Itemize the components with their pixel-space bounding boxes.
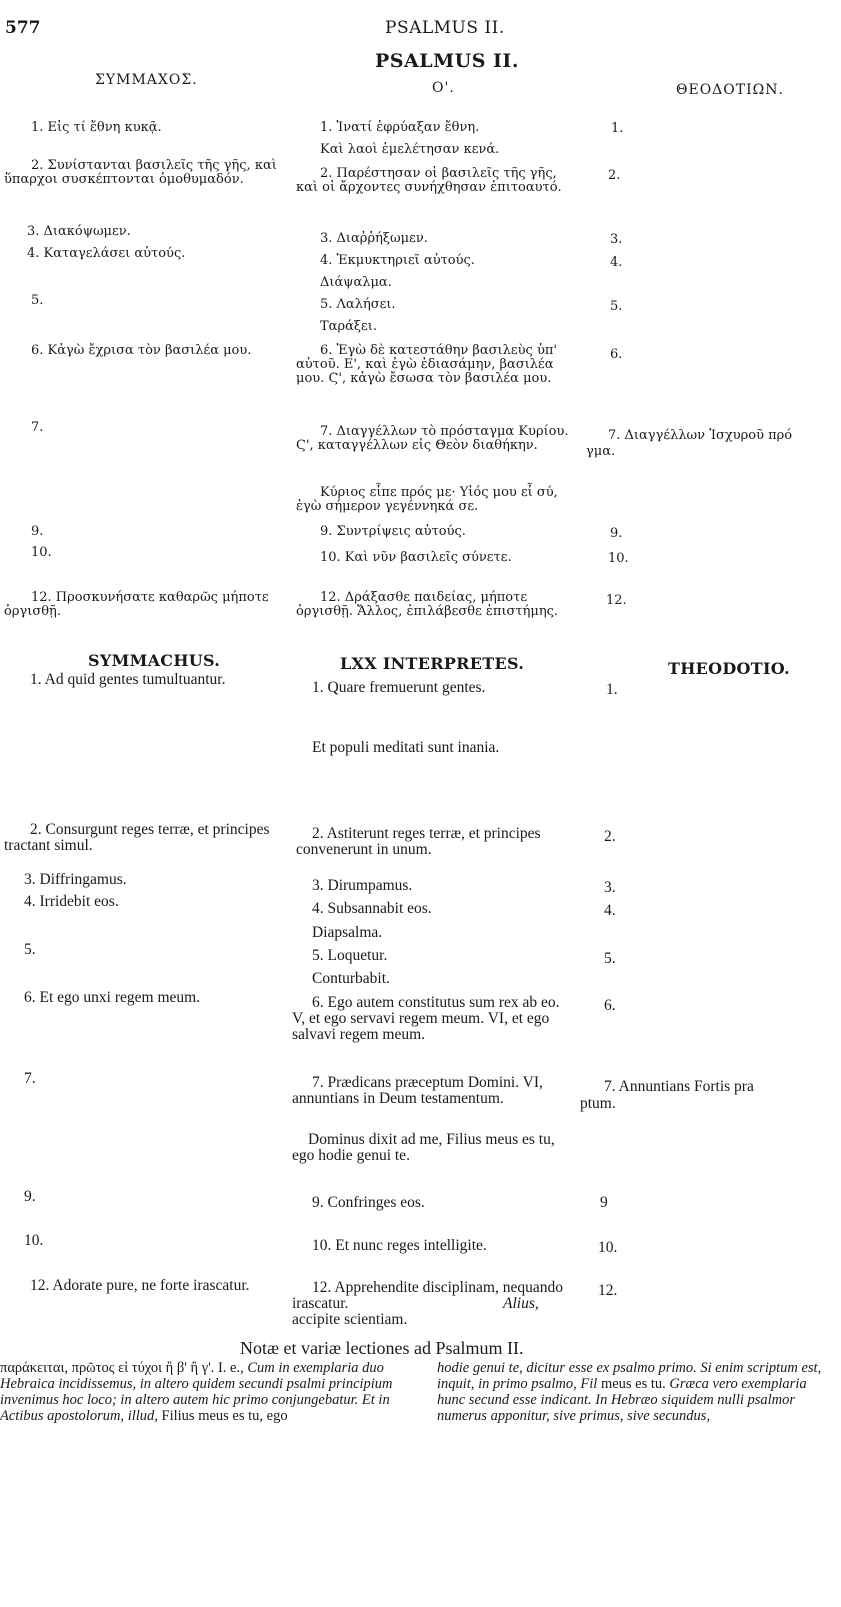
greek-symmachus-v3: 3. Διακόψωμεν. xyxy=(27,224,131,239)
greek-theodotion-v1: 1. xyxy=(611,121,624,136)
greek-header-symmachus: ΣΥΜΜΑΧΟΣ. xyxy=(95,72,198,88)
greek-lxx-v10: 10. Καὶ νῦν βασιλεῖς σύνετε. xyxy=(320,550,512,565)
latin-lxx-v9: 9. Confringes eos. xyxy=(312,1194,425,1211)
latin-lxx-v12: 12. Apprehendite disciplinam, nequando irascatur. xyxy=(292,1279,563,1312)
greek-lxx-v4: 4. Ἐκμυκτηριεῖ αὐτούς. xyxy=(320,253,475,268)
greek-theodotion-v7: 7. Διαγγέλλων Ἰσχυροῦ πρό xyxy=(608,428,793,443)
notes-right-column xyxy=(437,1360,837,1424)
running-head: PSALMUS II. xyxy=(385,18,505,38)
latin-symmachus-v5: 5. xyxy=(24,941,36,958)
latin-lxx-v7b: Dominus dixit ad me, Filius meus es tu, ego hodie genui te. xyxy=(292,1131,555,1164)
greek-symmachus-v7: 7. xyxy=(31,420,44,435)
greek-symmachus-v6: 6. Κἀγὼ ἔχρισα τὸν βασιλέα μου. xyxy=(31,343,252,358)
latin-lxx-v12-alius: Alius, xyxy=(503,1295,539,1312)
latin-header-lxx: LXX INTERPRETES. xyxy=(340,654,525,673)
latin-theodotion-v7: 7. Annuntians Fortis pra xyxy=(604,1078,754,1095)
latin-header-symmachus: SYMMACHUS. xyxy=(88,651,221,670)
greek-symmachus-v12: 12. Προσκυνήσατε καθαρῶς μήποτε ὀργισθῇ. xyxy=(4,590,269,619)
notes-left-illud: illud, xyxy=(127,1408,158,1424)
greek-lxx-v5: 5. Λαλήσει. xyxy=(320,297,396,312)
greek-lxx-v5b: Ταράξει. xyxy=(320,319,377,334)
page-number: 577 xyxy=(5,18,41,38)
greek-theodotion-v10: 10. xyxy=(608,551,629,566)
latin-theodotion-v2: 2. xyxy=(604,828,616,845)
latin-lxx-v1: 1. Quare fremuerunt gentes. xyxy=(312,679,486,696)
latin-theodotion-v1: 1. xyxy=(606,681,618,698)
notes-left-quote: Filius meus es tu, ego xyxy=(161,1408,288,1424)
latin-symmachus-v1: 1. Ad quid gentes tumultuantur. xyxy=(30,671,226,688)
latin-theodotion-v5: 5. xyxy=(604,950,616,967)
greek-symmachus-v4: 4. Καταγελάσει αὐτούς. xyxy=(27,246,186,261)
latin-theodotion-v12: 12. xyxy=(598,1282,618,1299)
greek-lxx-v12: 12. Δράξασθε παιδείας, μήποτε ὀργισθῇ. Ἄλλος, ἐπιλάβεσθε ἐπιστήμης. xyxy=(296,590,559,619)
latin-lxx-v12b: accipite scientiam. xyxy=(292,1311,408,1328)
greek-theodotion-v6: 6. xyxy=(610,347,623,362)
notes-right-quote: hodie genui te, xyxy=(437,1360,523,1376)
latin-lxx-v7: 7. Prædicans præceptum Domini. VI, annuntians in Deum testamentum. xyxy=(292,1074,543,1107)
greek-lxx-v9: 9. Συντρίψεις αὐτούς. xyxy=(320,524,466,539)
latin-lxx-diapsalma: Diapsalma. xyxy=(312,924,383,941)
latin-lxx-v6: 6. Ego autem constitutus sum rex ab eo. V, et ego servavi regem meum. VI, et ego salvavi regem meum. xyxy=(292,994,560,1043)
notes-title: Notæ et variæ lectiones ad Psalmum II. xyxy=(240,1338,524,1358)
notes-right-meus: meus es tu. xyxy=(600,1376,666,1392)
latin-symmachus-v2: 2. Consurgunt reges terræ, et principes tractant simul. xyxy=(4,821,270,854)
latin-header-theodotion: THEODOTIO. xyxy=(668,659,790,678)
greek-symmachus-v1: 1. Εἰς τί ἔθνη κυκᾷ. xyxy=(31,120,162,135)
latin-theodotion-v7b: ptum. xyxy=(580,1095,616,1112)
greek-lxx-diapsalma: Διάψαλμα. xyxy=(320,275,392,290)
greek-lxx-v6: 6. Ἐγὼ δὲ κατεστάθην βασιλεὺς ὑπ' αὐτοῦ. Ε', καὶ ἐγὼ ἐδιασάμην, βασιλέα μου. Ϛ', κἀγὼ ἔσωσα τὸν βασιλέα μου. xyxy=(296,343,557,386)
page-title: PSALMUS II. xyxy=(375,50,519,72)
latin-theodotion-v10: 10. xyxy=(598,1239,618,1256)
notes-left-column xyxy=(0,1360,418,1424)
greek-theodotion-v9: 9. xyxy=(610,526,623,541)
latin-theodotion-v9: 9 xyxy=(600,1194,608,1211)
greek-lxx-v1: 1. Ἱνατί ἐφρύαξαν ἔθνη. xyxy=(320,120,480,135)
notes-right-italic: dicitur esse ex psalmo primo. Si enim scriptum est, inquit, in primo psalmo, Fil xyxy=(437,1360,822,1392)
latin-symmachus-v10: 10. xyxy=(24,1232,44,1249)
latin-theodotion-v6: 6. xyxy=(604,997,616,1014)
latin-symmachus-v3: 3. Diffringamus. xyxy=(24,871,127,888)
latin-symmachus-v6: 6. Et ego unxi regem meum. xyxy=(24,989,201,1006)
latin-theodotion-v3: 3. xyxy=(604,879,616,896)
greek-lxx-v1b: Καὶ λαοὶ ἐμελέτησαν κενά. xyxy=(320,142,500,157)
notes-left-italic: Cum in exemplaria duo Hebraica incidissemus, in altero quidem secundi psalmi principium invenimus hoc loco; in altero autem hic primo conjungebatur. Et in Actibus apostolorum, xyxy=(0,1360,393,1424)
greek-header-theodotion: ΘΕΟΔΟΤΙΩΝ. xyxy=(676,82,784,98)
greek-lxx-v7: 7. Διαγγέλλων τὸ πρόσταγμα Κυρίου. Ϛ', καταγγέλλων εἰς Θεὸν διαθήκην. xyxy=(296,424,569,453)
greek-symmachus-v2: 2. Συνίστανται βασιλεῖς τῆς γῆς, καὶ ὕπαρχοι συσκέπτονται ὁμοθυμαδόν. xyxy=(4,158,277,187)
greek-symmachus-v10: 10. xyxy=(31,545,52,560)
greek-theodotion-v7b: γμα. xyxy=(586,444,616,459)
greek-lxx-v3: 3. Διαῤῥήξωμεν. xyxy=(320,231,428,246)
latin-lxx-v5b: Conturbabit. xyxy=(312,970,390,987)
latin-symmachus-v9: 9. xyxy=(24,1188,36,1205)
latin-lxx-v10: 10. Et nunc reges intelligite. xyxy=(312,1237,487,1254)
latin-lxx-v2: 2. Astiterunt reges terræ, et principes convenerunt in unum. xyxy=(296,825,541,858)
greek-symmachus-v9: 9. xyxy=(31,524,44,539)
latin-lxx-v1b: Et populi meditati sunt inania. xyxy=(312,739,500,756)
greek-lxx-v7b: Κύριος εἶπε πρός με· Υἱός μου εἶ σύ, ἐγὼ σήμερον γεγέννηκά σε. xyxy=(296,485,558,514)
notes-left-greek: παράκειται, πρῶτος εἰ τύχοι ἢ β' ἢ γ'. I. e., xyxy=(0,1360,244,1376)
latin-symmachus-v7: 7. xyxy=(24,1070,36,1087)
latin-lxx-v3: 3. Dirumpamus. xyxy=(312,877,413,894)
greek-theodotion-v4: 4. xyxy=(610,255,623,270)
greek-theodotion-v5: 5. xyxy=(610,299,623,314)
latin-symmachus-v4: 4. Irridebit eos. xyxy=(24,893,119,910)
greek-lxx-v2: 2. Παρέστησαν οἱ βασιλεῖς τῆς γῆς, καὶ οἱ ἄρχοντες συνήχθησαν ἐπιτοαυτό. xyxy=(296,166,562,195)
greek-theodotion-v12: 12. xyxy=(606,593,627,608)
greek-theodotion-v3: 3. xyxy=(610,232,623,247)
greek-symmachus-v5: 5. xyxy=(31,293,44,308)
latin-symmachus-v12: 12. Adorate pure, ne forte irascatur. xyxy=(30,1277,250,1294)
greek-theodotion-v2: 2. xyxy=(608,168,621,183)
latin-lxx-v5: 5. Loquetur. xyxy=(312,947,388,964)
greek-header-lxx: Ο'. xyxy=(432,80,455,96)
latin-theodotion-v4: 4. xyxy=(604,902,616,919)
latin-lxx-v4: 4. Subsannabit eos. xyxy=(312,900,432,917)
notes-right-italic-2: Græca vero exemplaria hunc secund esse indicant. In Hebræo siquidem nulli psalmor numerus apponitur, sive primus, sive secundus, xyxy=(437,1376,807,1424)
